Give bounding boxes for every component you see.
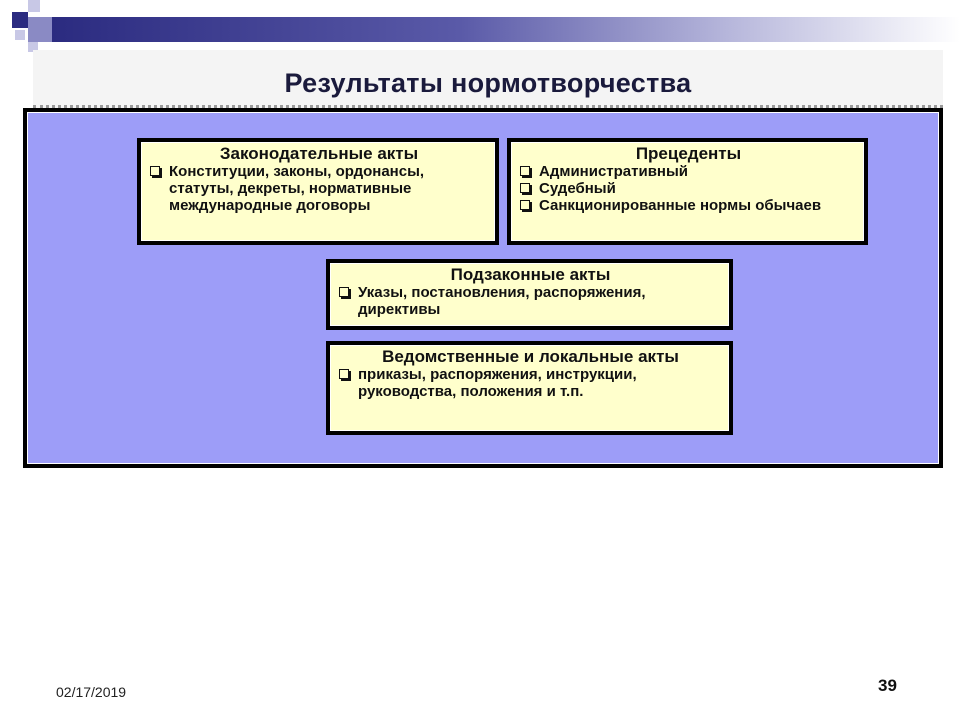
box-precedents xyxy=(507,138,868,245)
decor-square xyxy=(15,30,25,40)
header-gradient-band xyxy=(52,17,960,42)
box-title: Законодательные акты xyxy=(219,144,419,163)
list-item xyxy=(519,163,858,180)
decor-square xyxy=(12,12,28,28)
page-number: 39 xyxy=(878,676,897,695)
box-list xyxy=(338,366,723,400)
list-item xyxy=(519,197,858,214)
checkbox-bullet-icon xyxy=(520,183,530,193)
checkbox-bullet-icon xyxy=(339,287,349,297)
box-list xyxy=(149,163,489,214)
box-title: Ведомственные и локальные акты xyxy=(382,347,679,366)
list-item-text: Указы, постановления, распоряжения, директивы xyxy=(358,284,646,318)
box-title: Прецеденты xyxy=(635,144,742,163)
list-item-text: Санкционированные нормы обычаев xyxy=(539,197,822,214)
list-item-text: Конституции, законы, ордонансы, статуты, декреты, нормативные международные договоры xyxy=(169,163,425,214)
title-bar xyxy=(33,50,943,108)
checkbox-bullet-icon xyxy=(150,166,160,176)
box-list xyxy=(519,163,858,214)
decor-square xyxy=(0,0,12,12)
box-legislative-acts xyxy=(137,138,499,245)
list-item xyxy=(149,163,489,214)
box-title: Подзаконные акты xyxy=(450,265,611,284)
checkbox-bullet-icon xyxy=(520,200,530,210)
box-departmental-acts xyxy=(326,341,733,435)
list-item-text: Административный xyxy=(539,163,689,180)
checkbox-bullet-icon xyxy=(339,369,349,379)
footer-date: 02/17/2019 xyxy=(56,684,127,700)
list-item-text: Судебный xyxy=(539,180,616,197)
list-item-text: приказы, распоряжения, инструкции, руководства, положения и т.п. xyxy=(358,366,637,400)
decor-square xyxy=(28,17,52,42)
list-item xyxy=(519,180,858,197)
decor-square xyxy=(28,0,40,12)
list-item xyxy=(338,366,723,400)
list-item xyxy=(338,284,723,318)
box-list xyxy=(338,284,723,318)
decor-square xyxy=(40,0,54,14)
checkbox-bullet-icon xyxy=(520,166,530,176)
box-bylaws xyxy=(326,259,733,330)
slide-title: Результаты нормотворчества xyxy=(284,68,692,98)
